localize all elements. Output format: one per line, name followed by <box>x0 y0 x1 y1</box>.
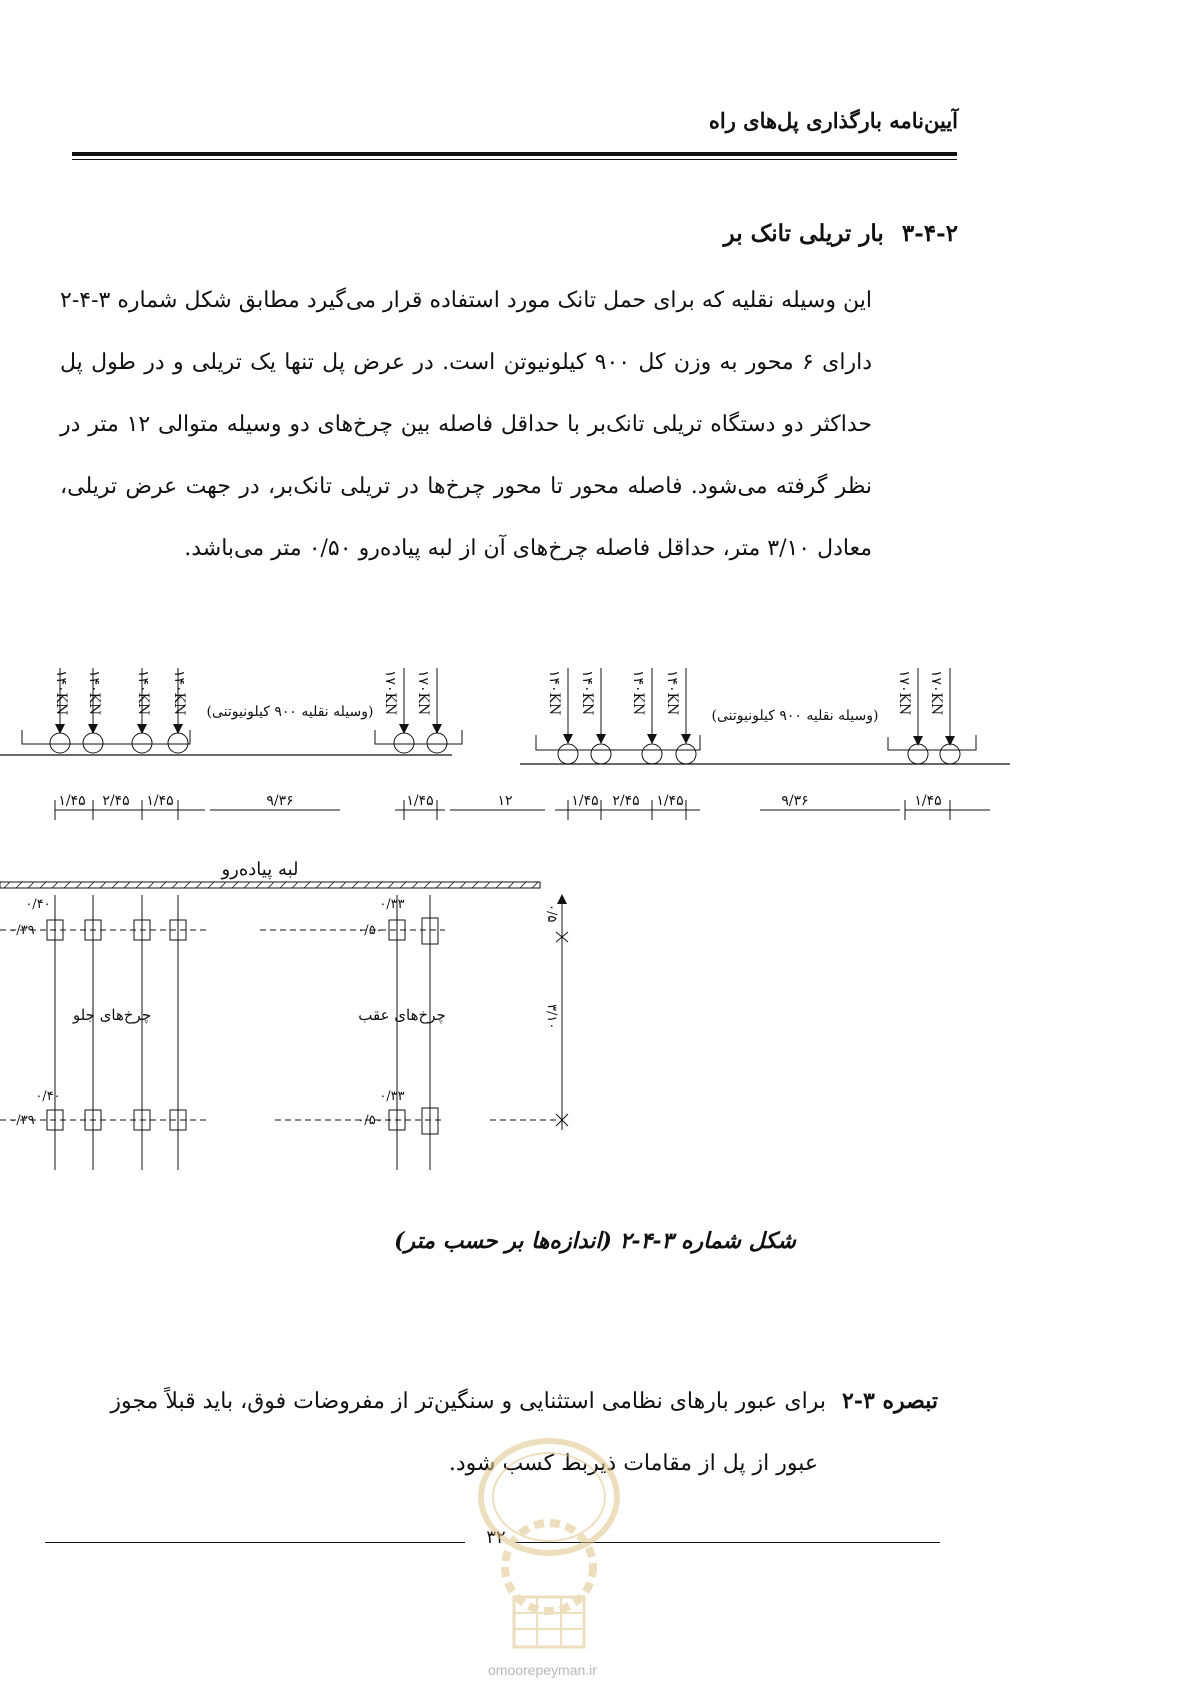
dimension-label: ۰/۳۹ <box>9 923 35 938</box>
dimension-label: ۱/۴۵ <box>571 793 599 809</box>
trailer-body <box>375 730 462 744</box>
front-wheels-label: چرخ‌های جلو <box>72 1006 152 1024</box>
load-label: ۱۷۰KN <box>896 670 912 716</box>
vehicle-label: (وسیله نقلیه ۹۰۰ کیلونیوتنی) <box>206 704 374 720</box>
section-title: بار تریلی تانک بر <box>723 220 884 247</box>
dimension-label: ۹/۳۶ <box>781 793 809 809</box>
dimension-label: ۹/۳۶ <box>266 793 294 809</box>
dimension-label: ۲/۴۵ <box>102 793 130 809</box>
load-label: ۱۴۰KN <box>630 670 646 716</box>
dimension-label: ۱/۴۵ <box>406 793 434 809</box>
watermark-seal-icon <box>474 1437 624 1657</box>
website-watermark: omoorepeyman.ir <box>488 1662 597 1678</box>
vehicle-label: (وسیله نقلیه ۹۰۰ کیلونیوتنی) <box>711 708 879 724</box>
dimension-label: ۰/۵ <box>544 904 559 923</box>
note-text-line2: عبور از پل از مقامات ذیربط کسب شود. <box>448 1451 818 1476</box>
section-number: ۳-۴-۲ <box>901 220 958 247</box>
section-paragraph: این وسیله نقلیه که برای حمل تانک مورد استفاده قرار می‌گیرد مطابق شکل شماره ۳-۴-۲ دارای ۶ محور به وزن کل ۹۰۰ کیلونیوتن است. در عرض پل تنها یک تریلی و در طول پل حداکثر دو دستگاه تریلی تانک‌بر با حداقل فاصله بین چرخ‌های دو وسیله متوالی ۱۲ متر در نظر گرفته می‌شود. فاصله محور تا محور چرخ‌ها در تریلی تانک‌بر، در جهت عرض تریلی، معادل ۳/۱۰ متر، حداقل فاصله چرخ‌های آن از لبه پیاده‌رو ۰/۵۰ متر می‌باشد. <box>60 288 873 561</box>
note-text-line1: برای عبور بارهای نظامی استثنایی و سنگین‌تر از مفروضات فوق، باید قبلاً مجوز <box>110 1389 827 1414</box>
section-heading <box>724 220 958 247</box>
sidewalk-hatch <box>4 882 538 888</box>
load-label: ۱۴۰KN <box>171 670 187 716</box>
trailer-body <box>888 735 976 750</box>
load-label: ۱۷۰KN <box>928 670 944 716</box>
note-label: تبصره ۳-۲ <box>842 1388 938 1414</box>
dimension-row <box>55 800 990 820</box>
tank-trailer-figure <box>0 660 1190 1180</box>
front-axle-group-1 <box>50 668 188 753</box>
body-text <box>60 270 872 580</box>
dimension-label: ۰/۳۹ <box>9 1113 35 1128</box>
load-label: ۱۴۰KN <box>86 670 102 716</box>
dimension-label: ۱۲ <box>497 793 513 809</box>
dimension-label: ۰/۵۰ <box>357 1113 383 1128</box>
load-label: ۱۴۰KN <box>546 670 562 716</box>
dimension-label: ۳/۱۰ <box>544 1004 559 1030</box>
load-label: ۱۴۰KN <box>53 670 69 716</box>
load-label: ۱۷۰KN <box>382 670 398 716</box>
header-rule-thin <box>72 159 957 160</box>
dimension-label: ۲/۴۵ <box>612 793 640 809</box>
dimension-label: ۰/۳۳ <box>379 897 405 912</box>
rear-axle-group-1 <box>382 668 447 753</box>
dimension-label: ۰/۵۰ <box>357 923 383 938</box>
running-header: آیین‌نامه بارگذاری پل‌های راه <box>708 108 958 133</box>
rear-wheels-label: چرخ‌های عقب <box>358 1006 446 1024</box>
dimension-label: ۱/۴۵ <box>656 793 684 809</box>
page-number: ۳۲ <box>486 1527 506 1548</box>
load-label: ۱۴۰KN <box>135 670 151 716</box>
figure-caption: شکل شماره ۳-۴-۲ (اندازه‌ها بر حسب متر) <box>394 1228 796 1254</box>
dimension-label: ۱/۴۵ <box>58 793 86 809</box>
load-label: ۱۴۰KN <box>579 670 595 716</box>
dimension-label: ۰/۴۰ <box>25 897 51 912</box>
load-label: ۱۷۰KN <box>415 670 431 716</box>
header-rule-thick <box>72 152 957 156</box>
wheel-row-bottom <box>0 1108 560 1134</box>
dimension-label: ۰/۴۰ <box>35 1089 61 1104</box>
footer-rule-left <box>45 1542 465 1543</box>
sidewalk-label: لبه پیاده‌رو <box>221 859 299 880</box>
dimension-label: ۰/۳۳ <box>379 1089 405 1104</box>
load-label: ۱۴۰KN <box>664 670 680 716</box>
trailer-body <box>22 730 190 744</box>
dimension-label: ۱/۴۵ <box>146 793 174 809</box>
dimension-label: ۱/۴۵ <box>914 793 942 809</box>
